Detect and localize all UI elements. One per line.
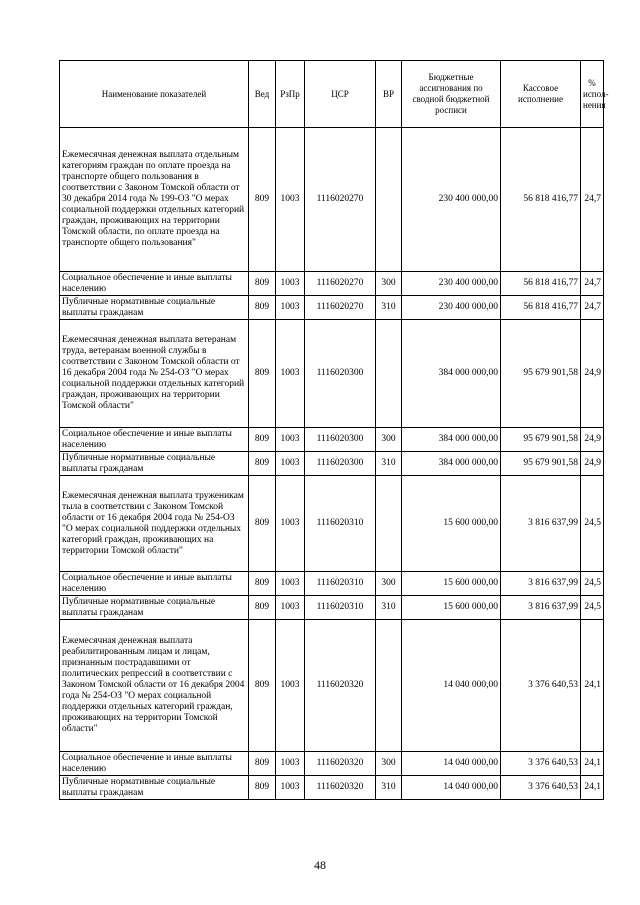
row-csr-cell: 1116020310 bbox=[305, 476, 376, 572]
row-plan-cell: 230 400 000,00 bbox=[402, 272, 501, 296]
row-ved-cell: 809 bbox=[249, 320, 276, 428]
row-rzpr-cell: 1003 bbox=[276, 128, 305, 272]
row-percent-cell: 24,9 bbox=[581, 428, 604, 452]
row-vr-cell: 310 bbox=[376, 596, 402, 620]
row-vr-cell bbox=[376, 128, 402, 272]
row-ved-cell: 809 bbox=[249, 620, 276, 752]
header-rzpr: РзПр bbox=[276, 61, 305, 128]
row-fact-cell: 3 816 637,99 bbox=[501, 596, 581, 620]
row-csr-cell: 1116020270 bbox=[305, 296, 376, 320]
row-fact-cell: 3 376 640,53 bbox=[501, 620, 581, 752]
row-ved-cell: 809 bbox=[249, 572, 276, 596]
row-percent-cell: 24,5 bbox=[581, 596, 604, 620]
table-row bbox=[60, 272, 604, 296]
row-fact-cell: 56 818 416,77 bbox=[501, 128, 581, 272]
row-vr-cell: 310 bbox=[376, 776, 402, 800]
row-rzpr-cell: 1003 bbox=[276, 428, 305, 452]
row-name-cell: Ежемесячная денежная выплата реабилитированным лицам и лицам, признанным пострадавшими от политических репрессий в соответствии с Законом Томской области от 16 декабря 2004 года № 254-ОЗ "О мерах социальной поддержки отдельных категорий граждан, проживающих на территории Томской области" bbox=[60, 620, 249, 752]
row-ved-cell: 809 bbox=[249, 452, 276, 476]
row-csr-cell: 1116020310 bbox=[305, 572, 376, 596]
row-name-cell: Ежемесячная денежная выплата отдельным категориям граждан по оплате проезда на транспорте общего пользования в соответствии с Законом Томской области от 30 декабря 2014 года № 199-ОЗ "О мерах социальной поддержки отдельных категорий граждан, проживающих на территории Томской области, по оплате проезда на транспорте общего пользования" bbox=[60, 128, 249, 272]
row-percent-cell: 24,7 bbox=[581, 272, 604, 296]
row-ved-cell: 809 bbox=[249, 476, 276, 572]
row-csr-cell: 1116020320 bbox=[305, 776, 376, 800]
row-fact-cell: 95 679 901,58 bbox=[501, 320, 581, 428]
row-name-cell: Ежемесячная денежная выплата труженикам тыла в соответствии с Законом Томской области от 16 декабря 2004 года № 254-ОЗ "О мерах социальной поддержки отдельных категорий граждан, проживающих на территории Томской области" bbox=[60, 476, 249, 572]
row-vr-cell: 300 bbox=[376, 428, 402, 452]
row-ved-cell: 809 bbox=[249, 128, 276, 272]
budget-execution-table bbox=[59, 60, 609, 800]
row-percent-cell: 24,7 bbox=[581, 128, 604, 272]
row-vr-cell: 300 bbox=[376, 752, 402, 776]
row-vr-cell bbox=[376, 620, 402, 752]
row-vr-cell: 300 bbox=[376, 272, 402, 296]
row-fact-cell: 3 816 637,99 bbox=[501, 572, 581, 596]
table-row bbox=[60, 320, 604, 428]
table-header-row bbox=[60, 61, 604, 128]
row-csr-cell: 1116020300 bbox=[305, 452, 376, 476]
row-name-cell: Публичные нормативные социальные выплаты гражданам bbox=[60, 296, 249, 320]
row-vr-cell: 300 bbox=[376, 572, 402, 596]
row-name-cell: Социальное обеспечение и иные выплаты населению bbox=[60, 572, 249, 596]
row-rzpr-cell: 1003 bbox=[276, 272, 305, 296]
row-plan-cell: 384 000 000,00 bbox=[402, 428, 501, 452]
row-fact-cell: 3 376 640,53 bbox=[501, 776, 581, 800]
row-csr-cell: 1116020300 bbox=[305, 320, 376, 428]
row-percent-cell: 24,9 bbox=[581, 320, 604, 428]
header-name: Наименование показателей bbox=[60, 61, 249, 128]
row-fact-cell: 95 679 901,58 bbox=[501, 428, 581, 452]
table-body bbox=[60, 128, 604, 800]
row-fact-cell: 95 679 901,58 bbox=[501, 452, 581, 476]
row-plan-cell: 14 040 000,00 bbox=[402, 620, 501, 752]
table-row bbox=[60, 752, 604, 776]
row-vr-cell bbox=[376, 320, 402, 428]
header-vr: ВР bbox=[376, 61, 402, 128]
row-fact-cell: 56 818 416,77 bbox=[501, 296, 581, 320]
row-rzpr-cell: 1003 bbox=[276, 776, 305, 800]
row-plan-cell: 14 040 000,00 bbox=[402, 776, 501, 800]
row-vr-cell: 310 bbox=[376, 452, 402, 476]
table-row bbox=[60, 128, 604, 272]
table-row bbox=[60, 476, 604, 572]
row-name-cell: Ежемесячная денежная выплата ветеранам труда, ветеранам военной службы в соответствии с Законом Томской области от 16 декабря 2004 года № 254-ОЗ "О мерах социальной поддержки отдельных категорий граждан, проживающих на территории Томской области" bbox=[60, 320, 249, 428]
page-number: 48 bbox=[314, 858, 326, 872]
row-name-cell: Публичные нормативные социальные выплаты гражданам bbox=[60, 596, 249, 620]
row-percent-cell: 24,1 bbox=[581, 752, 604, 776]
header-csr: ЦСР bbox=[305, 61, 376, 128]
row-plan-cell: 15 600 000,00 bbox=[402, 596, 501, 620]
row-ved-cell: 809 bbox=[249, 428, 276, 452]
row-plan-cell: 230 400 000,00 bbox=[402, 128, 501, 272]
row-csr-cell: 1116020270 bbox=[305, 272, 376, 296]
table-row bbox=[60, 596, 604, 620]
row-rzpr-cell: 1003 bbox=[276, 296, 305, 320]
row-csr-cell: 1116020320 bbox=[305, 752, 376, 776]
row-fact-cell: 3 376 640,53 bbox=[501, 752, 581, 776]
header-ved: Вед bbox=[249, 61, 276, 128]
row-rzpr-cell: 1003 bbox=[276, 596, 305, 620]
row-csr-cell: 1116020310 bbox=[305, 596, 376, 620]
row-fact-cell: 3 816 637,99 bbox=[501, 476, 581, 572]
table-row bbox=[60, 296, 604, 320]
row-csr-cell: 1116020320 bbox=[305, 620, 376, 752]
row-name-cell: Социальное обеспечение и иные выплаты населению bbox=[60, 428, 249, 452]
row-vr-cell: 310 bbox=[376, 296, 402, 320]
row-name-cell: Публичные нормативные социальные выплаты гражданам bbox=[60, 452, 249, 476]
row-percent-cell: 24,5 bbox=[581, 572, 604, 596]
row-percent-cell: 24,5 bbox=[581, 476, 604, 572]
row-plan-cell: 15 600 000,00 bbox=[402, 572, 501, 596]
header-percent: % испол-нения bbox=[581, 61, 604, 128]
row-csr-cell: 1116020300 bbox=[305, 428, 376, 452]
row-plan-cell: 384 000 000,00 bbox=[402, 452, 501, 476]
row-ved-cell: 809 bbox=[249, 596, 276, 620]
header-plan: Бюджетные ассигнования по сводной бюджетной росписи bbox=[402, 61, 501, 128]
row-name-cell: Публичные нормативные социальные выплаты гражданам bbox=[60, 776, 249, 800]
row-fact-cell: 56 818 416,77 bbox=[501, 272, 581, 296]
row-ved-cell: 809 bbox=[249, 776, 276, 800]
table-row bbox=[60, 452, 604, 476]
row-plan-cell: 15 600 000,00 bbox=[402, 476, 501, 572]
row-ved-cell: 809 bbox=[249, 752, 276, 776]
row-rzpr-cell: 1003 bbox=[276, 620, 305, 752]
row-csr-cell: 1116020270 bbox=[305, 128, 376, 272]
row-plan-cell: 14 040 000,00 bbox=[402, 752, 501, 776]
row-rzpr-cell: 1003 bbox=[276, 476, 305, 572]
row-percent-cell: 24,1 bbox=[581, 620, 604, 752]
row-rzpr-cell: 1003 bbox=[276, 320, 305, 428]
row-vr-cell bbox=[376, 476, 402, 572]
row-rzpr-cell: 1003 bbox=[276, 452, 305, 476]
row-name-cell: Социальное обеспечение и иные выплаты населению bbox=[60, 752, 249, 776]
row-plan-cell: 230 400 000,00 bbox=[402, 296, 501, 320]
row-percent-cell: 24,7 bbox=[581, 296, 604, 320]
row-rzpr-cell: 1003 bbox=[276, 572, 305, 596]
row-rzpr-cell: 1003 bbox=[276, 752, 305, 776]
row-plan-cell: 384 000 000,00 bbox=[402, 320, 501, 428]
row-percent-cell: 24,9 bbox=[581, 452, 604, 476]
row-ved-cell: 809 bbox=[249, 272, 276, 296]
header-fact: Кассовое исполнение bbox=[501, 61, 581, 128]
table-row bbox=[60, 620, 604, 752]
row-name-cell: Социальное обеспечение и иные выплаты населению bbox=[60, 272, 249, 296]
table-row bbox=[60, 776, 604, 800]
table-row bbox=[60, 428, 604, 452]
table-row bbox=[60, 572, 604, 596]
row-percent-cell: 24,1 bbox=[581, 776, 604, 800]
row-ved-cell: 809 bbox=[249, 296, 276, 320]
